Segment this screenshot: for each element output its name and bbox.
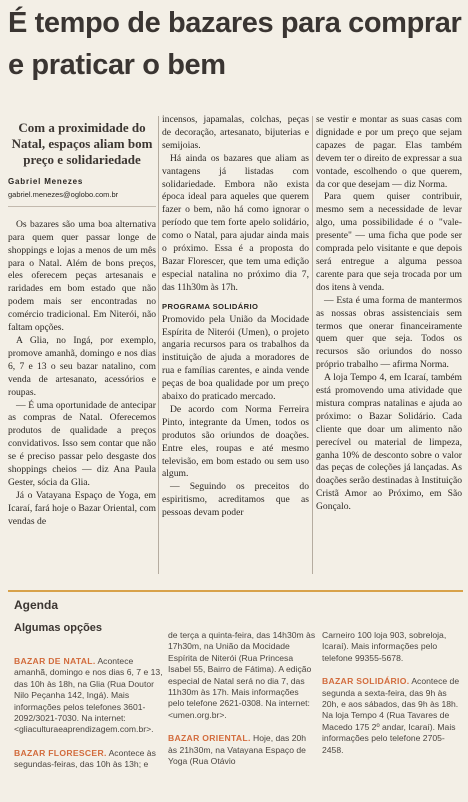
agenda-entry-florescer [14,748,164,771]
paragraph: — É uma oportunidade de antecipar as compras de Natal. Oferecemos produtos de qualidade a preços convidativos. Isso sem contar que não se é preciso passar pelo desgaste dos shoppings cheios — diz Ana Paula Gester, sócia da Glia. [8,399,156,488]
agenda-tag: BAZAR DE NATAL. [14,656,96,666]
agenda-text: Acontece amanhã, domingo e nos dias 6, 7 e 13, das 10h às 18h, na Glia (Rua Doutor Nilo Peçanha 142, Ingá). Mais informações pelos telefones 3601-2092/3021-7030. Na internet: <gliaculturaeaprendizagem.com.br>. [14,656,163,735]
agenda-entry-solidario [322,676,463,756]
agenda-tag: BAZAR SOLIDÁRIO. [322,676,410,687]
column-3 [316,114,462,514]
agenda-text: Acontece de segunda a sexta-feira, das 9h às 20h, e aos sábados, das 9h às 18h. Na loja Tempo 4 (Rua Tavares de Macedo 175 2º andar, Icaraí). Mais informações pelo telefone 2705-2458. [322,676,460,755]
paragraph: se vestir e montar as suas casas com dignidade e por um preço que sejam capazes de pagar. Elas também devem ter o direito de expressar a sua vontade, escolhendo o que querem, da cor que desejam — diz Norma. [316,114,462,190]
agenda-column-1 [14,656,164,783]
agenda-text: Hoje, das 20h às 21h30m, na Vatayana Espaço de Yoga (Rua Otávio [168,733,307,767]
paragraph: Já o Vatayana Espaço de Yoga, em Icaraí, fará hoje o Bazar Oriental, com vendas de [8,489,156,527]
agenda-tag: BAZAR ORIENTAL. [168,733,251,744]
paragraph: Para quem quiser contribuir, mesmo sem a necessidade de levar algo, uma possibilidade é o "vale-presente" — uma ficha que pode ser comprada pelo visitante e que depois será entregue a alguma pessoa carente para que seja trocada por um dos itens à venda. [316,191,462,293]
paragraph: A loja Tempo 4, em Icaraí, também está promovendo uma atividade que mistura compras natalinas e ajuda ao próximo: o Bazar Solidário. Cada cliente que doar um alimento não perecível ou material de limpeza, ganha 10% de desconto sobre o valor das peças de coleções já lançadas. As doações serão destinadas à Instituição Cristã Amor ao Próximo, em São Gonçalo. [316,372,462,513]
agenda-entry-oriental [168,733,316,767]
agenda-entry-oriental-cont: Carneiro 100 loja 903, sobreloja, Icaraí). Mais informações pelo telefone 99355-5678. [322,630,447,663]
paragraph: — Seguindo os preceitos do espiritismo, acreditamos que as pessoas devam poder [162,481,309,519]
paragraph: A Glia, no Ingá, por exemplo, promove amanhã, domingo e nos dias 6, 7 e 13 o seu bazar natalino, com venda de artesanato, acessórios e roupas. [8,334,156,398]
paragraph: Promovido pela União da Mocidade Espírita de Niterói (Umen), o projeto angaria recursos para os trabalhos da instituição de ajuda a moradores de rua e famílias carentes, e ainda vende peças de boa qualidade por um preço abaixo do praticado mercado. [162,313,309,403]
column-rule [158,116,159,574]
agenda-tag: BAZAR FLORESCER. [14,747,107,758]
agenda-title: Agenda [14,598,59,612]
paragraph: Há ainda os bazares que aliam as vantagens já listadas com solidariedade. Embora não exista época ideal para aqueles que querem fazer o bem, não há como ignorar o período que tem forte apelo solidário, como o Natal, para ajudar ainda mais o próximo. Essa é a proposta do Bazar Florescer, que tem uma edição especial natalina no próximo dia 7, das 11h30m às 17h. [162,152,309,293]
agenda-text: Acontece às segundas-feiras, das 10h às 13h; e [14,747,156,770]
column-1 [8,112,156,529]
byline: Gabriel Menezes [8,177,84,186]
byline-email[interactable]: gabriel.menezes@oglobo.com.br [8,189,156,207]
paragraph: Os bazares são uma boa alternativa para quem quer passar longe de shoppings e lojas a menos de um mês para o Natal. Além de bons preços, eles oferecem peças artesanais e raridades em bom estado que não podem mais ser encontradas no comércio tradicional. Em Niterói, não faltam opções. [8,218,156,334]
paragraph: incensos, japamalas, colchas, peças de decoração, artesanato, bijuterias e semijoias. [162,114,309,151]
agenda-column-2 [168,630,316,779]
subheading: PROGRAMA SOLIDÁRIO [162,301,259,311]
agenda-subtitle: Algumas opções [14,622,103,634]
agenda-box [8,590,463,802]
agenda-entry-florescer-cont: de terça a quinta-feira, das 14h30m às 17h30m, na União da Mocidade Espírita de Niterói (Rua Princesa Isabel 55, Bairro de Fátima). A edição especial de Natal será no dia 7, das 11h30m às 17h. Mais informações pelo telefone 2621-0308. Na internet: <umen.org.br>. [168,630,316,720]
agenda-column-3 [322,630,463,768]
agenda-entry-glia [14,656,164,736]
paragraph: — Esta é uma forma de mantermos as nossas obras assistenciais sem termos que onerar financeiramente quem quer que seja. Todos os recursos são oriundos do nosso próprio trabalho — afirma Norma. [316,294,462,371]
column-2 [162,114,309,520]
paragraph: De acordo com Norma Ferreira Pinto, integrante da Umen, todos os produtos são oriundos de doações. Entre eles, roupas e até mesmo televisão, em bom estado ou sem uso algum. [162,403,309,480]
column-rule [312,116,313,574]
headline: É tempo de bazares para comprar e praticar o bem [8,7,462,81]
deck: Com a proximidade do Natal, espaços aliam bom preço e solidariedade [11,120,153,167]
